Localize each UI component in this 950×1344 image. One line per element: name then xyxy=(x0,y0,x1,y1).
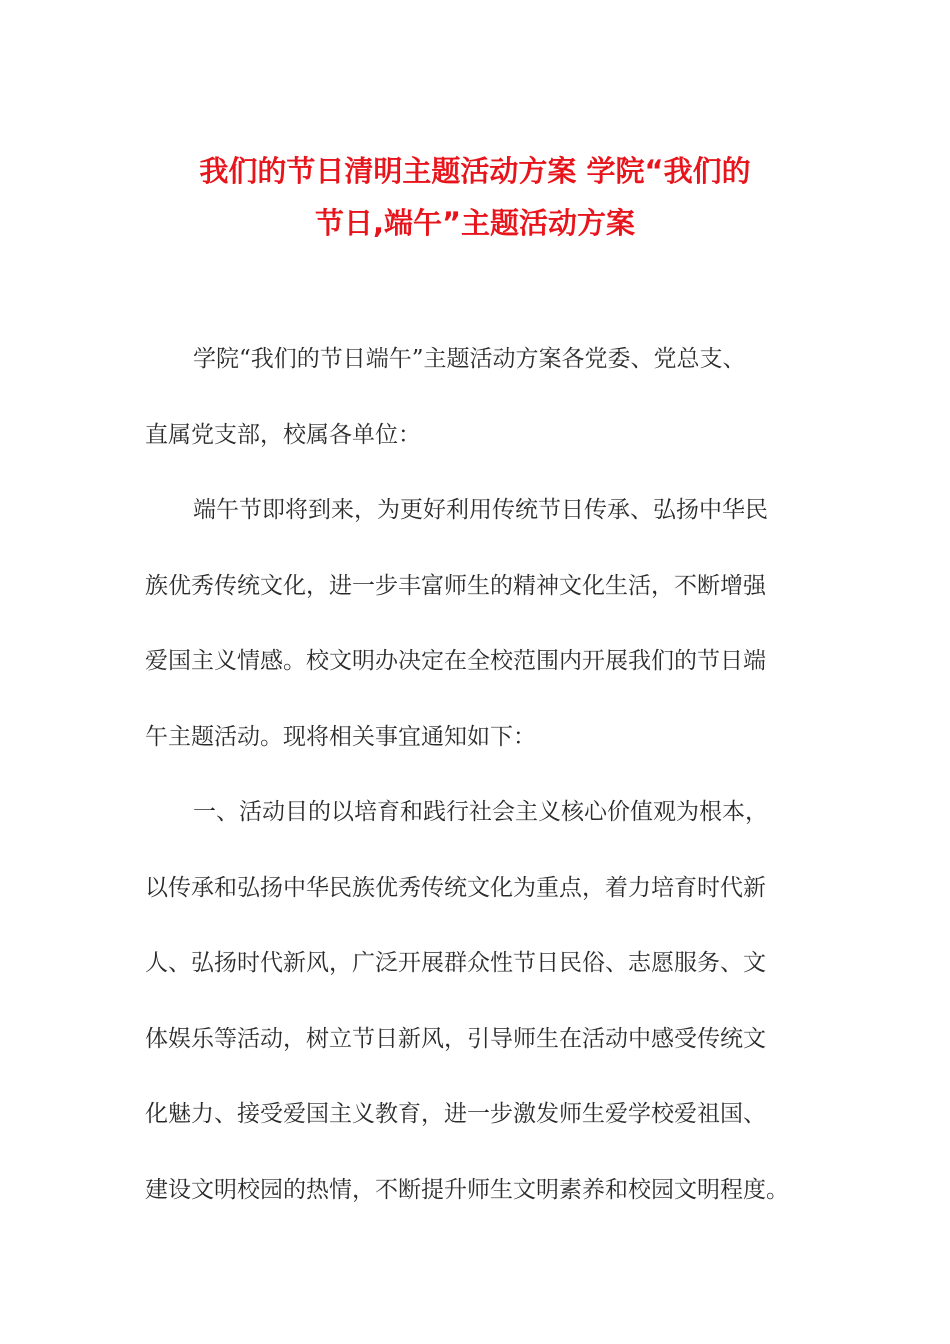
body-line: 人、弘扬时代新风，广泛开展群众性节日民俗、志愿服务、文 xyxy=(145,950,766,976)
body-line: 直属党支部，校属各单位： xyxy=(145,421,421,448)
body-line: 化魅力、接受爱国主义教育，进一步激发师生爱学校爱祖国、 xyxy=(145,1101,766,1127)
document-title xyxy=(100,145,850,249)
body-line: 午主题活动。现将相关事宜通知如下： xyxy=(145,723,536,750)
body-line: 爱国主义情感。校文明办决定在全校范围内开展我们的节日端 xyxy=(145,648,766,674)
body-line: 端午节即将到来，为更好利用传统节日传承、弘扬中华民 xyxy=(193,497,768,523)
title-line-2: 节日,端午”主题活动方案 xyxy=(314,206,636,240)
document-body xyxy=(145,322,805,1228)
body-line: 以传承和弘扬中华民族优秀传统文化为重点，着力培育时代新 xyxy=(145,874,766,901)
body-line: 建设文明校园的热情，不断提升师生文明素养和校园文明程度。 xyxy=(145,1176,789,1203)
body-line: 族优秀传统文化，进一步丰富师生的精神文化生活，不断增强 xyxy=(145,572,766,599)
body-line: 体娱乐等活动，树立节日新风，引导师生在活动中感受传统文 xyxy=(145,1025,766,1052)
body-line: 一、活动目的以培育和践行社会主义核心价值观为根本， xyxy=(193,799,768,825)
body-line: 学院“我们的节日端午”主题活动方案各党委、党总支、 xyxy=(193,346,746,372)
title-line-1: 我们的节日清明主题活动方案 学院“我们的 xyxy=(199,154,751,188)
